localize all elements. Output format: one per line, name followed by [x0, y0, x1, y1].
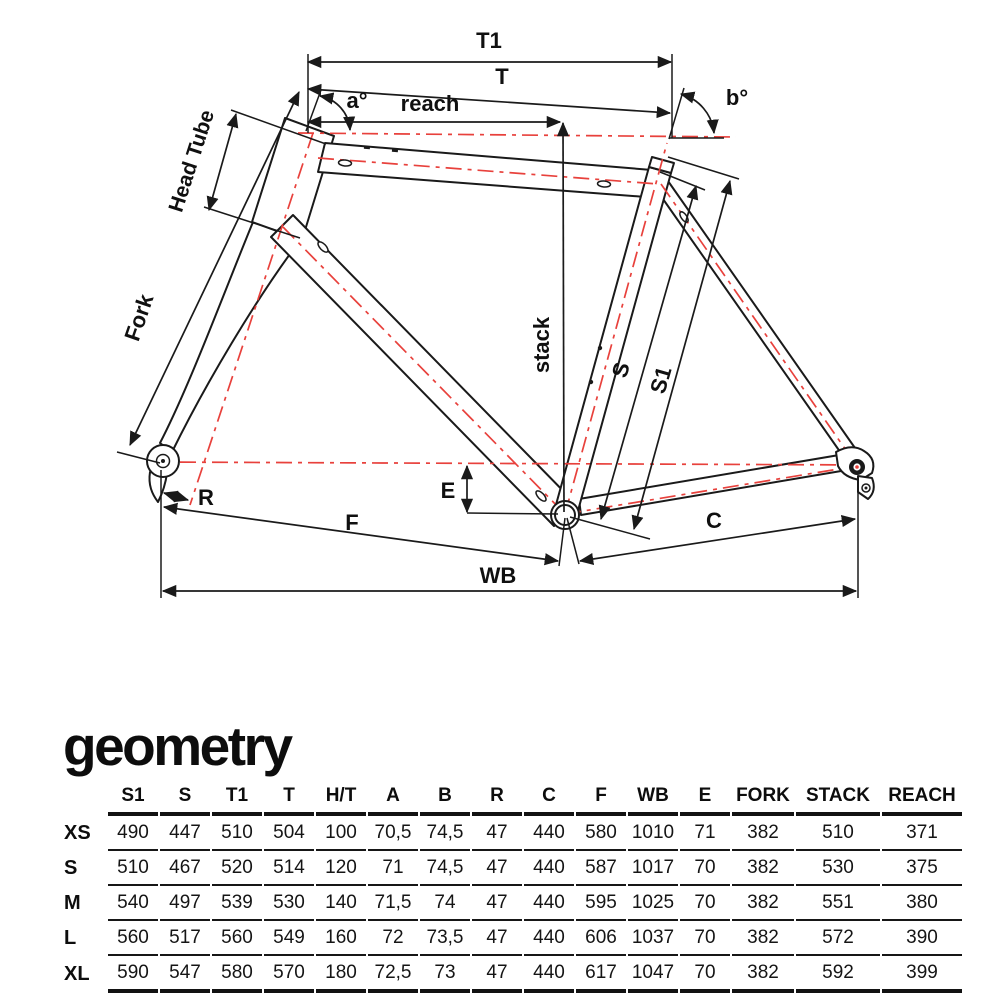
- column-header: T1: [212, 779, 262, 816]
- tick-s-bottom: [570, 517, 650, 539]
- column-header: FORK: [732, 779, 794, 816]
- spec-cell: 467: [160, 851, 210, 886]
- spec-cell: 375: [882, 851, 962, 886]
- label-t: T: [495, 64, 509, 89]
- spec-cell: 71,5: [368, 886, 418, 921]
- spec-cell: 510: [212, 816, 262, 851]
- spec-cell: 595: [576, 886, 626, 921]
- label-t1: T1: [476, 28, 502, 53]
- spec-cell: 617: [576, 956, 626, 993]
- cable-stop: [392, 149, 398, 153]
- column-header: H/T: [316, 779, 366, 816]
- spec-cell: 560: [108, 921, 158, 956]
- label-s1: S1: [645, 363, 677, 397]
- label-c: C: [706, 508, 722, 533]
- spec-cell: 382: [732, 886, 794, 921]
- spec-cell: 514: [264, 851, 314, 886]
- dim-f: [164, 507, 558, 561]
- column-header: F: [576, 779, 626, 816]
- spec-cell: 70: [680, 956, 730, 993]
- spec-cell: 517: [160, 921, 210, 956]
- spec-cell: 70: [680, 921, 730, 956]
- spec-cell: 72,5: [368, 956, 418, 993]
- spec-cell: 382: [732, 851, 794, 886]
- spec-cell: 1017: [628, 851, 678, 886]
- spec-cell: 73,5: [420, 921, 470, 956]
- spec-cell: 580: [576, 816, 626, 851]
- label-f: F: [345, 510, 359, 535]
- spec-cell: 547: [160, 956, 210, 993]
- spec-cell: 70: [680, 886, 730, 921]
- spec-cell: 70,5: [368, 816, 418, 851]
- spec-cell: 100: [316, 816, 366, 851]
- label-r: R: [198, 485, 214, 510]
- table-row-l: [64, 921, 962, 956]
- label-angle-b: b°: [725, 85, 749, 110]
- column-header: STACK: [796, 779, 880, 816]
- spec-cell: 382: [732, 816, 794, 851]
- size-label: L: [64, 927, 77, 949]
- spec-cell: 180: [316, 956, 366, 993]
- spec-cell: 47: [472, 816, 522, 851]
- spec-cell: 440: [524, 956, 574, 993]
- table-row-xl: [64, 956, 962, 993]
- spec-cell: 440: [524, 921, 574, 956]
- column-header: S: [160, 779, 210, 816]
- spec-cell: 47: [472, 851, 522, 886]
- column-header: E: [680, 779, 730, 816]
- spec-cell: 72: [368, 921, 418, 956]
- spec-cell: 551: [796, 886, 880, 921]
- column-header: S1: [108, 779, 158, 816]
- spec-cell: 140: [316, 886, 366, 921]
- dim-r: [164, 493, 188, 500]
- spec-cell: 440: [524, 886, 574, 921]
- spec-cell: 47: [472, 886, 522, 921]
- spec-cell: 382: [732, 921, 794, 956]
- header-row: [64, 779, 962, 816]
- cable-stop: [364, 146, 370, 150]
- spec-cell: 520: [212, 851, 262, 886]
- spec-cell: 70: [680, 851, 730, 886]
- spec-cell: 399: [882, 956, 962, 993]
- label-s: S: [606, 359, 635, 381]
- hanger-dot: [865, 487, 868, 490]
- spec-cell: 160: [316, 921, 366, 956]
- spec-cell: 1047: [628, 956, 678, 993]
- front-axle-center: [161, 459, 165, 463]
- page-title: geometry: [63, 715, 291, 777]
- spec-cell: 590: [108, 956, 158, 993]
- label-e: E: [440, 478, 456, 503]
- table-row-m: [64, 886, 962, 921]
- spec-cell: 440: [524, 851, 574, 886]
- size-label: XS: [64, 822, 91, 844]
- spec-cell: 71: [680, 816, 730, 851]
- size-label: XL: [64, 963, 90, 985]
- label-fork: Fork: [119, 290, 159, 345]
- bottle-boss: [589, 380, 593, 384]
- tick-s1-top: [668, 157, 739, 179]
- column-header: B: [420, 779, 470, 816]
- cable-port: [597, 180, 610, 187]
- spec-cell: 572: [796, 921, 880, 956]
- corner-cell: [64, 779, 106, 816]
- spec-cell: 382: [732, 956, 794, 993]
- spec-cell: 592: [796, 956, 880, 993]
- spec-cell: 74: [420, 886, 470, 921]
- spec-cell: 530: [264, 886, 314, 921]
- spec-cell: 587: [576, 851, 626, 886]
- column-header: REACH: [882, 779, 962, 816]
- spec-cell: 530: [796, 851, 880, 886]
- spec-cell: 539: [212, 886, 262, 921]
- column-header: T: [264, 779, 314, 816]
- spec-cell: 580: [212, 956, 262, 993]
- geometry-table: [62, 779, 964, 993]
- spec-cell: 1037: [628, 921, 678, 956]
- spec-cell: 510: [796, 816, 880, 851]
- spec-cell: 606: [576, 921, 626, 956]
- size-label: M: [64, 892, 81, 914]
- label-angle-a: a°: [346, 88, 368, 113]
- spec-cell: 549: [264, 921, 314, 956]
- spec-cell: 504: [264, 816, 314, 851]
- column-header: A: [368, 779, 418, 816]
- spec-cell: 380: [882, 886, 962, 921]
- seat-tube: [554, 167, 671, 518]
- column-header: C: [524, 779, 574, 816]
- label-reach: reach: [400, 91, 460, 116]
- bottle-boss: [598, 346, 602, 350]
- spec-cell: 510: [108, 851, 158, 886]
- angle-b-arc: [681, 94, 714, 133]
- spec-cell: 47: [472, 956, 522, 993]
- spec-cell: 390: [882, 921, 962, 956]
- spec-cell: 560: [212, 921, 262, 956]
- table-row-s: [64, 851, 962, 886]
- seat-stays: [656, 181, 862, 466]
- spec-cell: 120: [316, 851, 366, 886]
- table-row-xs: [64, 816, 962, 851]
- spec-cell: 74,5: [420, 816, 470, 851]
- seat-tube-axis: [565, 143, 667, 514]
- size-label: S: [64, 857, 78, 879]
- spec-cell: 74,5: [420, 851, 470, 886]
- spec-cell: 440: [524, 816, 574, 851]
- rear-axle-center: [855, 465, 859, 469]
- column-header: R: [472, 779, 522, 816]
- spec-cell: 1025: [628, 886, 678, 921]
- spec-cell: 47: [472, 921, 522, 956]
- spec-cell: 1010: [628, 816, 678, 851]
- spec-cell: 540: [108, 886, 158, 921]
- dim-stack: [563, 123, 564, 512]
- column-header: WB: [628, 779, 678, 816]
- spec-cell: 497: [160, 886, 210, 921]
- spec-cell: 447: [160, 816, 210, 851]
- label-stack: stack: [529, 316, 554, 374]
- spec-cell: 490: [108, 816, 158, 851]
- label-wb: WB: [479, 563, 517, 588]
- label-head-tube: Head Tube: [164, 107, 220, 215]
- spec-cell: 71: [368, 851, 418, 886]
- cable-port: [338, 159, 351, 166]
- spec-cell: 371: [882, 816, 962, 851]
- spec-cell: 570: [264, 956, 314, 993]
- dim-e-base: [467, 513, 558, 514]
- spec-cell: 73: [420, 956, 470, 993]
